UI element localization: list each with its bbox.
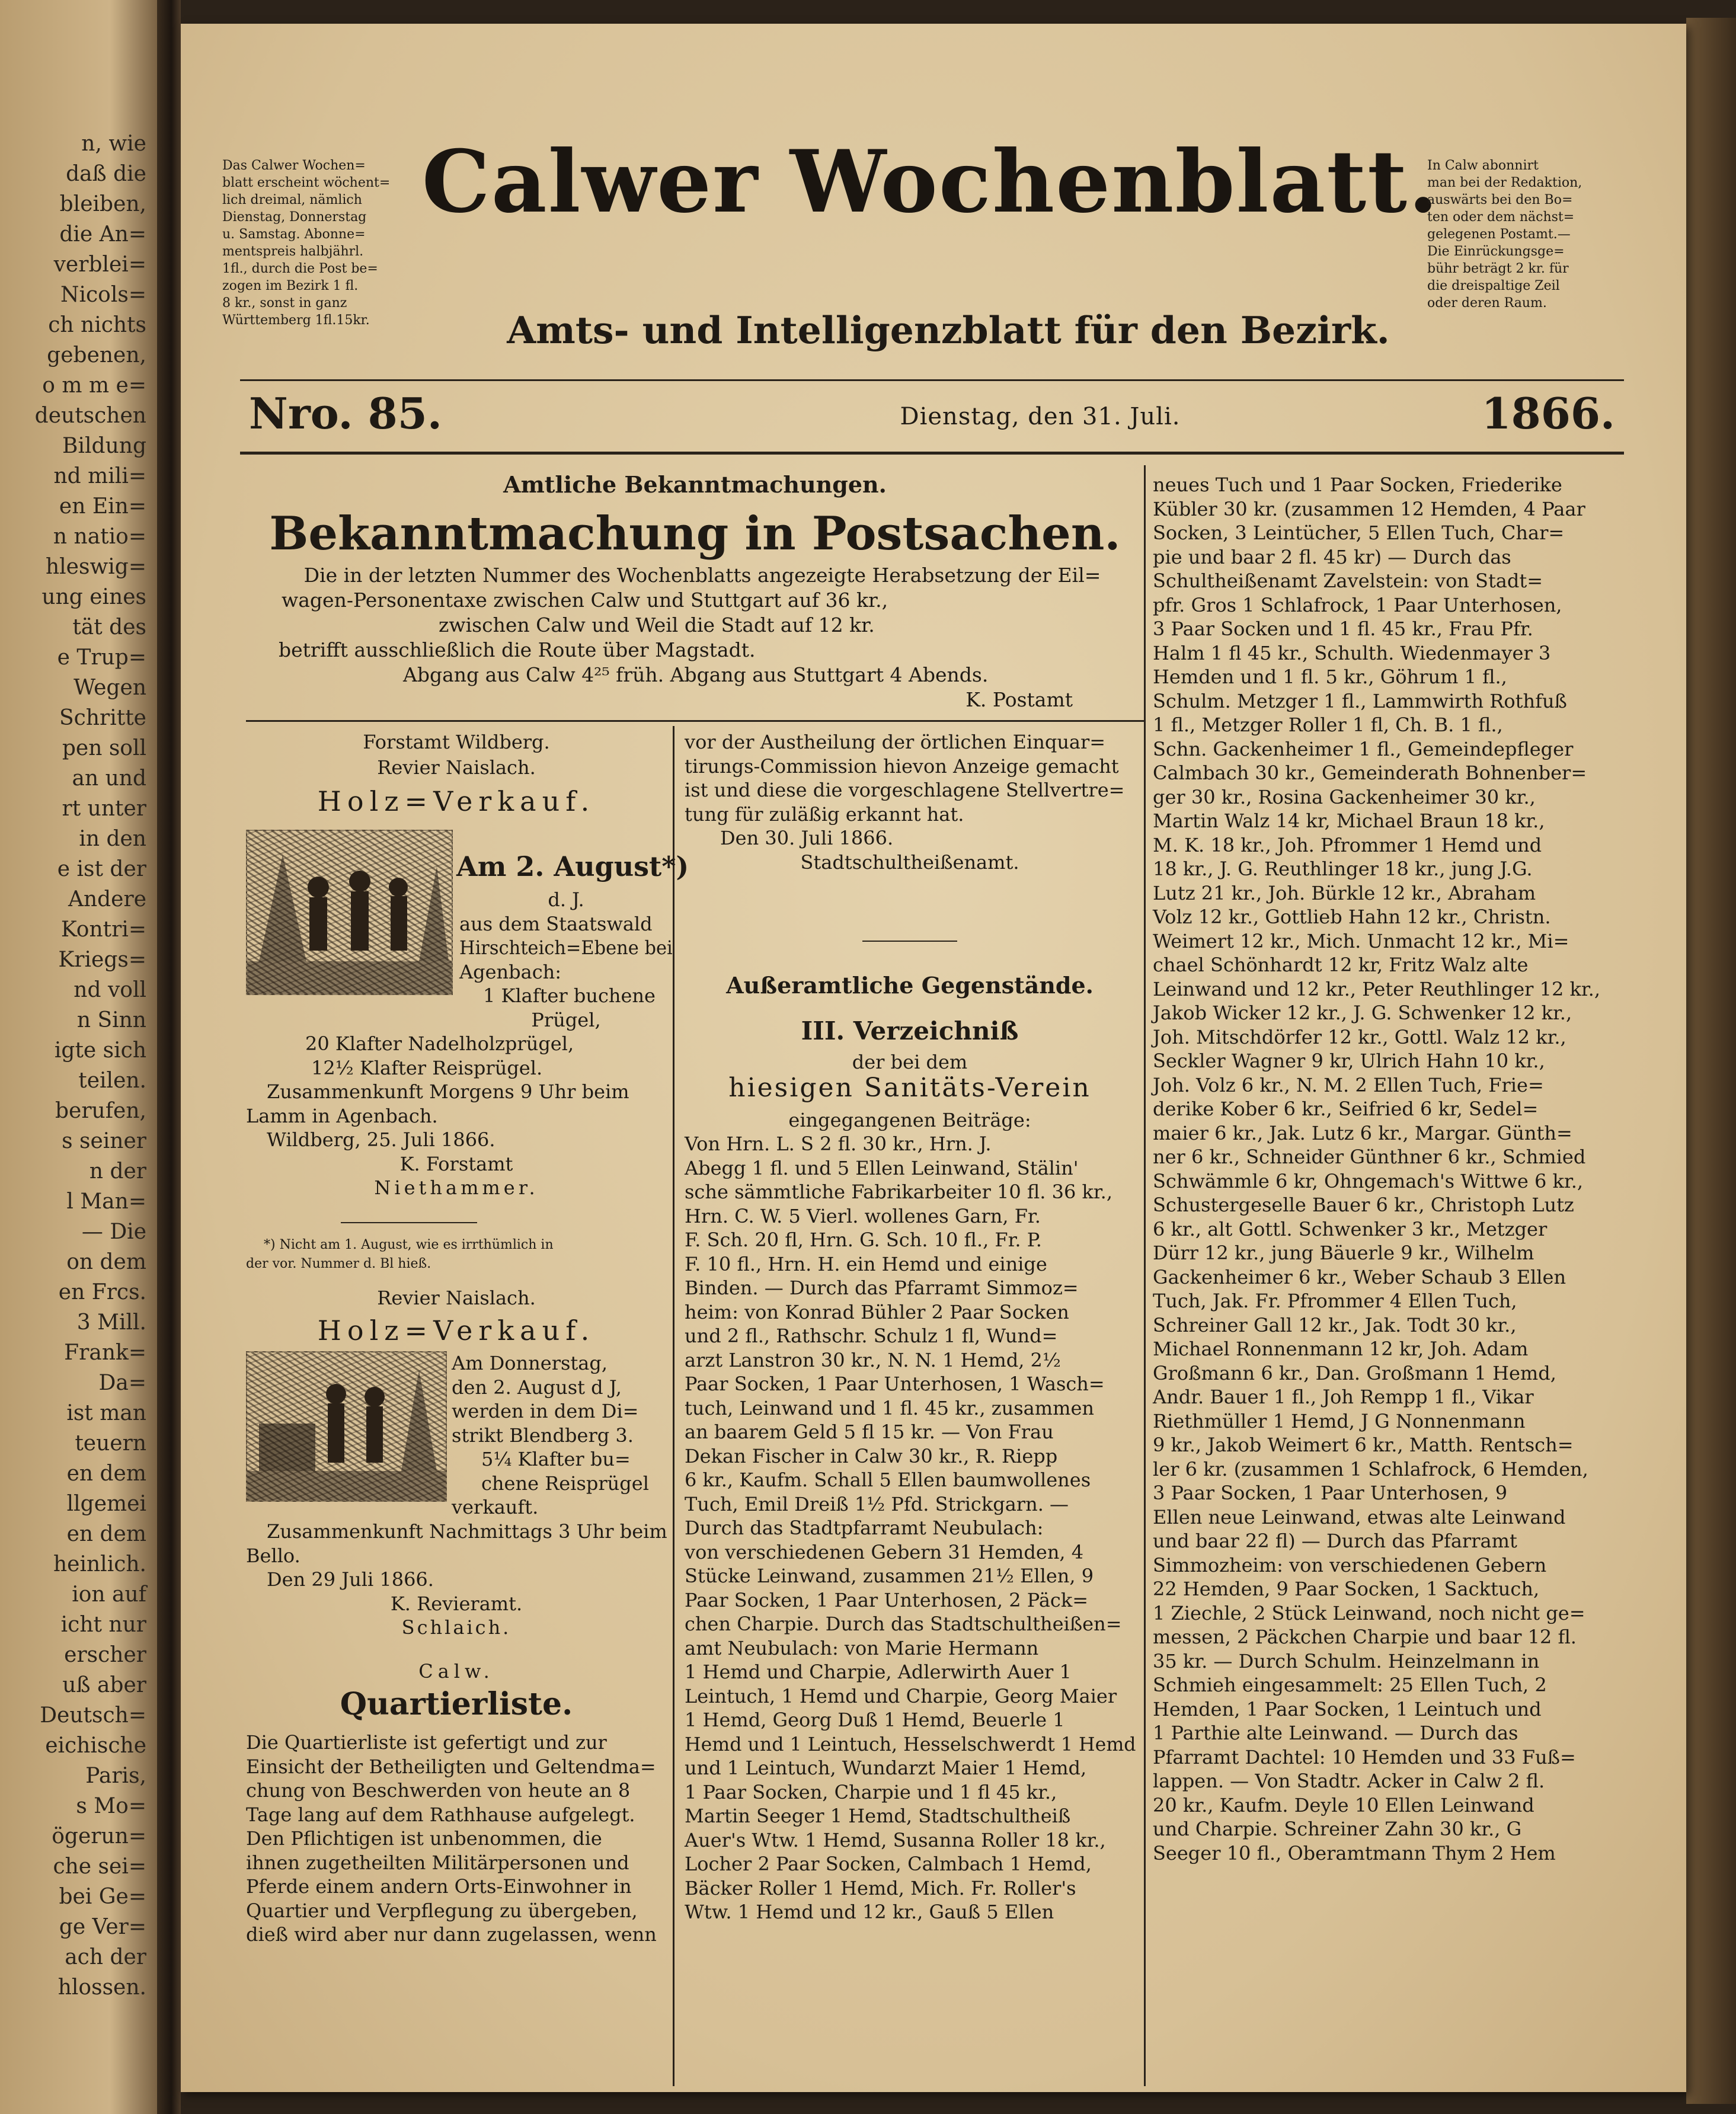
- previous-page-text-fragment: hlossen.: [57, 1975, 146, 2000]
- previous-page-text-fragment: Paris,: [85, 1764, 146, 1788]
- masthead-left-line: 1fl., durch die Post be=: [222, 261, 378, 276]
- previous-page-text-fragment: teuern: [75, 1431, 146, 1456]
- text-line: Hemd und 1 Leintuch, Hesselschwerdt 1 Hemd: [685, 1732, 1136, 1755]
- previous-page-text-fragment: gebenen,: [47, 343, 146, 367]
- holz-verkauf-heading-2: Holz=Verkauf.: [317, 1315, 596, 1347]
- text-line: amt Neubulach: von Marie Hermann: [685, 1636, 1039, 1659]
- text-line: 9 kr., Jakob Weimert 6 kr., Matth. Rentsch=: [1153, 1434, 1574, 1456]
- previous-page-text-fragment: ch nichts: [48, 313, 146, 337]
- masthead-rule-top: [240, 379, 1624, 381]
- calw-heading: Calw.: [418, 1660, 494, 1683]
- text-line: Dekan Fischer in Calw 30 kr., R. Riepp: [685, 1444, 1058, 1467]
- text-line: K. Forstamt: [399, 1152, 513, 1175]
- previous-page-text-fragment: uß aber: [62, 1673, 146, 1697]
- holz-verkauf-2-part-a: [452, 1351, 674, 1520]
- previous-page-text-fragment: tät des: [72, 615, 146, 639]
- text-line: maier 6 kr., Jak. Lutz 6 kr., Margar. Günth=: [1153, 1121, 1572, 1144]
- text-line: 5¼ Klafter bu=: [481, 1448, 631, 1470]
- masthead-right-line: In Calw abonnirt: [1427, 158, 1539, 173]
- woodcut-figures-2: [247, 1352, 446, 1501]
- text-line: Die Quartierliste ist gefertigt und zur: [246, 1731, 607, 1754]
- previous-page-text-fragment: ge Ver=: [59, 1915, 146, 1939]
- previous-page-text-fragment: che sei=: [53, 1854, 146, 1879]
- masthead-right-line: oder deren Raum.: [1427, 296, 1547, 311]
- text-line: tuch, Leinwand und 1 fl. 45 kr., zusammen: [685, 1396, 1094, 1419]
- text-line: 6 kr., alt Gottl. Schwenker 3 kr., Metzger: [1153, 1217, 1548, 1240]
- previous-page-text-fragment: bleiben,: [59, 192, 146, 216]
- previous-page-text-fragment: berufen,: [55, 1099, 146, 1123]
- text-line: Dürr 12 kr., jung Bäuerle 9 kr., Wilhelm: [1153, 1242, 1534, 1264]
- text-line: K. Revieramt.: [390, 1592, 523, 1615]
- masthead-left-line: Das Calwer Wochen=: [222, 158, 366, 173]
- text-line: Schlaich.: [401, 1616, 511, 1639]
- woodcut-illustration-2: [246, 1351, 447, 1502]
- text-line: 1 Hemd und Charpie, Adlerwirth Auer 1: [685, 1661, 1072, 1683]
- previous-page-text-fragment: bei Ge=: [59, 1885, 146, 1909]
- text-line: Lamm in Agenbach.: [246, 1104, 438, 1127]
- masthead-left-line: u. Samstag. Abonne=: [222, 227, 366, 242]
- text-line: Hemden, 1 Paar Socken, 1 Leintuch und: [1153, 1697, 1542, 1720]
- text-line: Martin Seeger 1 Hemd, Stadtschultheiß: [685, 1805, 1071, 1827]
- masthead-left-line: blatt erscheint wöchent=: [222, 175, 391, 190]
- text-line: 22 Hemden, 9 Paar Socken, 1 Sacktuch,: [1153, 1578, 1540, 1600]
- masthead-right-line: die dreispaltige Zeil: [1427, 279, 1560, 293]
- previous-page-text-fragment: heinlich.: [53, 1552, 146, 1576]
- masthead-left-line: zogen im Bezirk 1 fl.: [222, 279, 359, 293]
- text-line: Tuch, Jak. Fr. Pfrommer 4 Ellen Tuch,: [1153, 1290, 1517, 1312]
- previous-page-text-fragment: en Frcs.: [58, 1280, 146, 1304]
- postsachen-line: zwischen Calw und Weil die Stadt auf 12 kr.: [439, 613, 875, 637]
- text-line: Joh. Volz 6 kr., N. M. 2 Ellen Tuch, Frie=: [1153, 1073, 1544, 1096]
- text-line: Durch das Stadtpfarramt Neubulach:: [685, 1517, 1044, 1539]
- verzeichnis-subtitle-2: hiesigen Sanitäts-Verein: [728, 1073, 1091, 1103]
- masthead-right-line: gelegenen Postamt.—: [1427, 227, 1571, 242]
- text-line: Lutz 21 kr., Joh. Bürkle 12 kr., Abraham: [1153, 881, 1536, 904]
- text-line: Pferde einem andern Orts-Einwohner in: [246, 1875, 632, 1898]
- text-line: Auer's Wtw. 1 Hemd, Susanna Roller 18 kr.,: [685, 1828, 1106, 1851]
- text-line: Volz 12 kr., Gottlieb Hahn 12 kr., Christn.: [1153, 906, 1551, 928]
- text-line: Tuch, Emil Dreiß 1½ Pfd. Strickgarn. —: [685, 1492, 1069, 1515]
- text-line: Niethammer.: [374, 1176, 539, 1199]
- previous-page-text-fragment: nd mili=: [53, 464, 146, 488]
- text-line: Tage lang auf dem Rathhause aufgelegt.: [246, 1803, 635, 1826]
- previous-page-text-fragment: ung eines: [41, 585, 146, 609]
- masthead-right-line: Die Einrückungsge=: [1427, 244, 1565, 259]
- text-line: Kübler 30 kr. (zusammen 12 Hemden, 4 Paar: [1153, 497, 1585, 520]
- text-line: Den Pflichtigen ist unbenommen, die: [246, 1827, 602, 1850]
- previous-page-text-fragment: Wegen: [73, 676, 146, 700]
- text-line: vor der Austheilung der örtlichen Einquar=: [685, 731, 1106, 753]
- previous-page-text-fragment: s Mo=: [76, 1794, 146, 1818]
- footnote-line: der vor. Nummer d. Bl hieß.: [246, 1256, 431, 1271]
- text-line: chen Charpie. Durch das Stadtschultheißen=: [685, 1613, 1122, 1635]
- previous-page-text-fragment: s seiner: [62, 1129, 146, 1153]
- previous-page-text-fragment: 3 Mill.: [76, 1310, 146, 1335]
- verzeichnis-body: [685, 1132, 1136, 1924]
- text-line: Calmbach 30 kr., Gemeinderath Bohnenber=: [1153, 762, 1587, 784]
- previous-page-text-fragment: ist man: [66, 1401, 146, 1425]
- previous-page-text-fragment: hleswig=: [45, 555, 146, 579]
- text-line: werden in dem Di=: [452, 1400, 639, 1422]
- text-line: Abegg 1 fl. und 5 Ellen Leinwand, Stälin': [685, 1156, 1079, 1179]
- text-line: Hrn. C. W. 5 Vierl. wollenes Garn, Fr.: [685, 1204, 1041, 1227]
- previous-page-text-fragment: ion auf: [72, 1582, 146, 1607]
- holz-verkauf-heading-1: Holz=Verkauf.: [317, 785, 596, 817]
- text-line: Schreiner Gall 12 kr., Jak. Todt 30 kr.,: [1153, 1313, 1517, 1336]
- ausseramtliche-heading: Außeramtliche Gegenstände.: [726, 972, 1094, 999]
- text-line: Schultheißenamt Zavelstein: von Stadt=: [1153, 570, 1543, 592]
- text-line: Zusammenkunft Morgens 9 Uhr beim: [267, 1080, 629, 1103]
- revier-heading-2: Revier Naislach.: [377, 1287, 536, 1309]
- previous-page-text-fragment: Kontri=: [60, 917, 146, 942]
- text-line: 35 kr. — Durch Schulm. Heinzelmann in: [1153, 1649, 1540, 1672]
- masthead-left-line: 8 kr., sonst in ganz: [222, 296, 347, 311]
- previous-page-text-fragment: daß die: [66, 162, 146, 186]
- masthead-right-line: bühr beträgt 2 kr. für: [1427, 261, 1569, 276]
- previous-page-text-fragment: — Die: [81, 1220, 146, 1244]
- postsachen-line: betrifft ausschließlich die Route über Magstadt.: [279, 638, 756, 661]
- previous-page-text-fragment: n der: [89, 1159, 146, 1184]
- text-line: tirungs-Commission hievon Anzeige gemacht: [685, 754, 1119, 778]
- text-line: Schustergeselle Bauer 6 kr., Christoph Lutz: [1153, 1194, 1574, 1216]
- postsachen-line: Die in der letzten Nummer des Wochenblatts angezeigte Herabsetzung der Eil=: [303, 564, 1101, 587]
- previous-page-text-fragment: nd voll: [73, 978, 146, 1002]
- previous-page-text-fragment: n natio=: [53, 524, 146, 549]
- text-line: Ellen neue Leinwand, etwas alte Leinwand: [1153, 1505, 1566, 1528]
- text-line: Einsicht der Betheiligten und Geltendma=: [246, 1755, 656, 1778]
- masthead-title: Calwer Wochenblatt.: [421, 132, 1440, 232]
- previous-page-text-fragment: an und: [72, 766, 146, 791]
- postsachen-signature: K. Postamt: [965, 688, 1073, 711]
- text-line: strikt Blendberg 3.: [452, 1424, 634, 1447]
- text-line: Andr. Bauer 1 fl., Joh Rempp 1 fl., Vikar: [1153, 1386, 1534, 1408]
- text-line: Joh. Mitschdörfer 12 kr., Gottl. Walz 12 kr.,: [1153, 1025, 1566, 1048]
- masthead-left-box: [222, 157, 400, 329]
- previous-page-text-fragment: e Trup=: [57, 645, 146, 670]
- text-line: Riethmüller 1 Hemd, J G Nonnenmann: [1153, 1409, 1526, 1432]
- issue-year: 1866.: [1481, 388, 1615, 439]
- text-line: aus dem Staatswald: [459, 912, 653, 935]
- text-line: 1 Hemd, Georg Duß 1 Hemd, Beuerle 1: [685, 1709, 1065, 1731]
- column-2-top: [685, 730, 1135, 874]
- text-line: Seeger 10 fl., Oberamtmann Thym 2 Hem: [1153, 1841, 1556, 1864]
- text-line: Pfarramt Dachtel: 10 Hemden und 33 Fuß=: [1153, 1745, 1576, 1768]
- text-line: heim: von Konrad Bühler 2 Paar Socken: [685, 1300, 1069, 1323]
- previous-page-fragment: [0, 0, 157, 2114]
- text-line: 20 kr., Kaufm. Deyle 10 Ellen Leinwand: [1153, 1793, 1534, 1816]
- text-line: 18 kr., J. G. Reuthlinger 18 kr., jung J.G.: [1153, 858, 1533, 880]
- masthead-right-line: man bei der Redaktion,: [1427, 175, 1582, 190]
- text-line: Leinwand und 12 kr., Peter Reuthlinger 12 kr.,: [1153, 977, 1600, 1000]
- text-line: tung für zuläßig erkannt hat.: [685, 802, 964, 826]
- text-line: Zusammenkunft Nachmittags 3 Uhr beim: [267, 1520, 667, 1543]
- text-line: und Charpie. Schreiner Zahn 30 kr., G: [1153, 1818, 1522, 1840]
- text-line: Quartier und Verpflegung zu übergeben,: [246, 1899, 638, 1922]
- text-line: und 1 Leintuch, Wundarzt Maier 1 Hemd,: [685, 1757, 1087, 1779]
- text-line: Den 30. Juli 1866.: [720, 827, 894, 849]
- text-line: Bello.: [246, 1544, 300, 1567]
- text-line: Von Hrn. L. S 2 fl. 30 kr., Hrn. J.: [685, 1133, 992, 1155]
- text-line: Schulm. Metzger 1 fl., Lammwirth Rothfuß: [1153, 689, 1567, 712]
- text-line: Gackenheimer 6 kr., Weber Schaub 3 Ellen: [1153, 1265, 1566, 1288]
- previous-page-text-fragment: Deutsch=: [40, 1703, 146, 1728]
- text-line: Locher 2 Paar Socken, Calmbach 1 Hemd,: [685, 1853, 1092, 1875]
- text-line: neues Tuch und 1 Paar Socken, Friederike: [1153, 474, 1562, 496]
- footnote-rule: [341, 1222, 477, 1223]
- masthead-left-line: Württemberg 1fl.15kr.: [222, 313, 370, 328]
- text-line: chene Reisprügel: [481, 1472, 649, 1495]
- text-line: den 2. August d J,: [452, 1376, 622, 1399]
- previous-page-text-fragment: pen soll: [62, 736, 146, 760]
- text-line: Paar Socken, 1 Paar Unterhosen, 2 Päck=: [685, 1588, 1089, 1611]
- amtliche-heading: Amtliche Bekanntmachungen.: [503, 471, 887, 498]
- previous-page-text-fragment: l Man=: [66, 1189, 146, 1214]
- quartierliste-title: Quartierliste.: [340, 1686, 573, 1722]
- text-line: Stadtschultheißenamt.: [800, 850, 1019, 874]
- previous-page-text-fragment: Kriegs=: [58, 948, 146, 972]
- masthead-right-line: ten oder dem nächst=: [1427, 210, 1575, 225]
- text-line: 12½ Klafter Reisprügel.: [311, 1056, 543, 1079]
- masthead-rule-bottom: [240, 452, 1624, 455]
- text-line: 20 Klafter Nadelholzprügel,: [305, 1032, 574, 1055]
- previous-page-text-fragment: llgemei: [66, 1492, 146, 1516]
- text-line: Jakob Wicker 12 kr., J. G. Schwenker 12 kr.,: [1153, 1002, 1572, 1024]
- previous-page-text-fragment: o m m e=: [42, 373, 146, 398]
- postsachen-line: wagen-Personentaxe zwischen Calw und Stuttgart auf 36 kr.,: [282, 589, 888, 612]
- previous-page-text-fragment: Andere: [68, 887, 146, 912]
- text-line: 1 Klafter buchene: [483, 984, 656, 1007]
- text-line: pie und baar 2 fl. 45 kr) — Durch das: [1153, 545, 1511, 568]
- previous-page-text-fragment: Bildung: [62, 434, 146, 458]
- text-line: 1 Parthie alte Leinwand. — Durch das: [1153, 1722, 1518, 1744]
- footnote: [246, 1236, 667, 1274]
- text-line: Großmann 6 kr., Dan. Großmann 1 Hemd,: [1153, 1361, 1556, 1384]
- text-line: Socken, 3 Leintücher, 5 Ellen Tuch, Char=: [1153, 522, 1565, 544]
- text-line: Am Donnerstag,: [452, 1352, 608, 1374]
- forstamt-heading: Forstamt Wildberg.: [363, 731, 550, 753]
- text-line: verkauft.: [452, 1496, 539, 1518]
- text-line: chael Schönhardt 12 kr, Fritz Walz alte: [1153, 954, 1529, 976]
- text-line: ist und diese die vorgeschlagene Stellvertre=: [685, 779, 1125, 801]
- previous-page-text-fragment: Frank=: [64, 1341, 146, 1365]
- text-line: Schwämmle 6 kr, Ohngemach's Wittwe 6 kr.,: [1153, 1169, 1584, 1192]
- previous-page-text-fragment: teilen.: [78, 1069, 146, 1093]
- text-line: ler 6 kr. (zusammen 1 Schlafrock, 6 Hemden,: [1153, 1457, 1588, 1480]
- previous-page-text-fragment: en dem: [66, 1522, 146, 1546]
- previous-page-text-fragment: in den: [79, 827, 146, 851]
- text-line: M. K. 18 kr., Joh. Pfrommer 1 Hemd und: [1153, 833, 1542, 856]
- text-line: ihnen zugetheilten Militärpersonen und: [246, 1851, 629, 1874]
- woodcut-illustration-1: [246, 830, 453, 995]
- revier-heading-1: Revier Naislach.: [377, 756, 536, 779]
- text-line: 1 Paar Socken, Charpie und 1 fl 45 kr.,: [685, 1780, 1057, 1803]
- previous-page-text-fragment: ögerun=: [52, 1824, 146, 1848]
- holz-verkauf-1-part-a: [459, 888, 673, 1032]
- text-line: Wildberg, 25. Juli 1866.: [267, 1128, 495, 1151]
- verzeichnis-title: III. Verzeichniß: [801, 1016, 1019, 1045]
- previous-page-text-fragment: die An=: [59, 222, 146, 247]
- previous-page-text-fragment: eichische: [45, 1734, 146, 1758]
- short-rule: [862, 941, 957, 942]
- text-line: und 2 fl., Rathschr. Schulz 1 fl, Wund=: [685, 1325, 1058, 1347]
- previous-page-text-fragment: erscher: [64, 1643, 146, 1667]
- previous-page-text-fragment: icht nur: [60, 1613, 146, 1637]
- text-line: Binden. — Durch das Pfarramt Simmoz=: [685, 1277, 1079, 1299]
- holz-verkauf-1-part-b: [246, 1032, 667, 1200]
- text-line: Bäcker Roller 1 Hemd, Mich. Fr. Roller's: [685, 1876, 1076, 1899]
- text-line: 1 fl., Metzger Roller 1 fl, Ch. B. 1 fl.,: [1153, 714, 1503, 736]
- text-line: dieß wird aber nur dann zugelassen, wenn: [246, 1923, 657, 1946]
- previous-page-text-fragment: n, wie: [81, 132, 146, 156]
- text-line: pfr. Gros 1 Schlafrock, 1 Paar Unterhosen,: [1153, 593, 1562, 616]
- previous-page-text-fragment: deutschen: [34, 404, 146, 428]
- text-line: Hirschteich=Ebene bei: [459, 936, 673, 959]
- text-line: Agenbach:: [459, 960, 562, 983]
- quartierliste-body: [246, 1731, 667, 1947]
- previous-page-text-fragment: ach der: [65, 1945, 146, 1969]
- previous-page-text-fragment: rt unter: [62, 797, 146, 821]
- text-line: 1 Ziechle, 2 Stück Leinwand, noch nicht ge=: [1153, 1601, 1585, 1624]
- postsachen-line: Abgang aus Calw 4²⁵ früh. Abgang aus Stuttgart 4 Abends.: [403, 663, 989, 686]
- text-line: Schn. Gackenheimer 1 fl., Gemeindepfleger: [1153, 737, 1574, 760]
- book-edge: [1686, 18, 1736, 2104]
- column-3-body: [1153, 473, 1618, 1865]
- text-line: F. 10 fl., Hrn. H. ein Hemd und einige: [685, 1252, 1047, 1275]
- verzeichnis-subtitle-3: eingegangenen Beiträge:: [788, 1109, 1031, 1131]
- holz-verkauf-2-part-b: [246, 1520, 667, 1640]
- masthead-right-box: [1427, 157, 1617, 312]
- text-line: derike Kober 6 kr., Seifried 6 kr, Sedel=: [1153, 1098, 1539, 1120]
- text-line: F. Sch. 20 fl, Hrn. G. Sch. 10 fl., Fr. P.: [685, 1229, 1042, 1251]
- text-line: Stücke Leinwand, zusammen 21½ Ellen, 9: [685, 1565, 1094, 1587]
- previous-page-text-fragment: Schritte: [59, 706, 146, 730]
- text-line: Wtw. 1 Hemd und 12 kr., Gauß 5 Ellen: [685, 1901, 1054, 1923]
- text-line: ner 6 kr., Schneider Günthner 6 kr., Schmied: [1153, 1146, 1586, 1168]
- text-line: chung von Beschwerden von heute an 8: [246, 1779, 631, 1802]
- text-line: Leintuch, 1 Hemd und Charpie, Georg Maier: [685, 1684, 1117, 1707]
- amtliche-bottom-rule: [246, 720, 1144, 722]
- previous-page-text-fragment: Nicols=: [60, 283, 146, 307]
- text-line: 3 Paar Socken, 1 Paar Unterhosen, 9: [1153, 1482, 1508, 1504]
- text-line: 3 Paar Socken und 1 fl. 45 kr., Frau Pfr.: [1153, 618, 1533, 640]
- masthead-left-line: mentspreis halbjährl.: [222, 244, 364, 259]
- book-gutter: [157, 0, 181, 2114]
- text-line: Hemden und 1 fl. 5 kr., Göhrum 1 fl.,: [1153, 666, 1507, 688]
- text-line: d. J.: [548, 888, 584, 911]
- text-line: Den 29 Juli 1866.: [267, 1568, 434, 1591]
- text-line: lappen. — Von Stadtr. Acker in Calw 2 fl.: [1153, 1770, 1545, 1792]
- auction-date-1: Am 2. August*): [456, 850, 689, 882]
- text-line: messen, 2 Päckchen Charpie und baar 12 fl.: [1153, 1626, 1577, 1648]
- issue-date: Dienstag, den 31. Juli.: [900, 403, 1181, 430]
- text-line: Paar Socken, 1 Paar Unterhosen, 1 Wasch=: [685, 1373, 1105, 1395]
- masthead-left-line: lich dreimal, nämlich: [222, 193, 362, 207]
- column-divider-right: [1144, 465, 1146, 2086]
- text-line: Schmieh eingesammelt: 25 Ellen Tuch, 2: [1153, 1674, 1547, 1696]
- masthead-right-line: auswärts bei den Bo=: [1427, 193, 1573, 207]
- text-line: ger 30 kr., Rosina Gackenheimer 30 kr.,: [1153, 785, 1536, 808]
- verzeichnis-subtitle-1: der bei dem: [852, 1051, 968, 1073]
- previous-page-text-fragment: n Sinn: [76, 1008, 146, 1032]
- postsachen-headline: Bekanntmachung in Postsachen.: [269, 507, 1121, 561]
- previous-page-text-fragment: verblei=: [53, 252, 146, 277]
- text-line: von verschiedenen Gebern 31 Hemden, 4: [685, 1540, 1084, 1563]
- previous-page-text-fragment: en dem: [66, 1461, 146, 1486]
- text-line: 6 kr., Kaufm. Schall 5 Ellen baumwollenes: [685, 1469, 1091, 1491]
- text-line: arzt Lanstron 30 kr., N. N. 1 Hemd, 2½: [685, 1348, 1061, 1371]
- previous-page-text-fragment: e ist der: [57, 857, 146, 881]
- previous-page-text-fragment: Da=: [98, 1371, 146, 1395]
- previous-page-text-fragment: on dem: [66, 1250, 146, 1274]
- previous-page-text-fragment: igte sich: [54, 1038, 146, 1063]
- issue-number: Nro. 85.: [249, 388, 442, 439]
- footnote-line: *) Nicht am 1. August, wie es irrthümlich in: [264, 1237, 554, 1252]
- text-line: an baarem Geld 5 fl 15 kr. — Von Frau: [685, 1421, 1054, 1443]
- text-line: Simmozheim: von verschiedenen Gebern: [1153, 1553, 1547, 1576]
- postsachen-body: [267, 563, 1138, 712]
- text-line: sche sämmtliche Fabrikarbeiter 10 fl. 36 kr.,: [685, 1181, 1113, 1203]
- newspaper-page: [181, 24, 1686, 2092]
- woodcut-figures-1: [247, 831, 452, 994]
- previous-page-text-fragment: en Ein=: [59, 494, 146, 519]
- text-line: Weimert 12 kr., Mich. Unmacht 12 kr., Mi=: [1153, 929, 1569, 952]
- text-line: Michael Ronnenmann 12 kr, Joh. Adam: [1153, 1338, 1529, 1360]
- masthead-subtitle: Amts- und Intelligenzblatt für den Bezirk.: [507, 308, 1390, 352]
- text-line: Halm 1 fl 45 kr., Schulth. Wiedenmayer 3: [1153, 641, 1551, 664]
- text-line: Martin Walz 14 kr, Michael Braun 18 kr.,: [1153, 810, 1545, 832]
- masthead-left-line: Dienstag, Donnerstag: [222, 210, 367, 225]
- text-line: Prügel,: [531, 1008, 601, 1031]
- text-line: und baar 22 fl) — Durch das Pfarramt: [1153, 1530, 1517, 1552]
- text-line: Seckler Wagner 9 kr, Ulrich Hahn 10 kr.,: [1153, 1050, 1545, 1072]
